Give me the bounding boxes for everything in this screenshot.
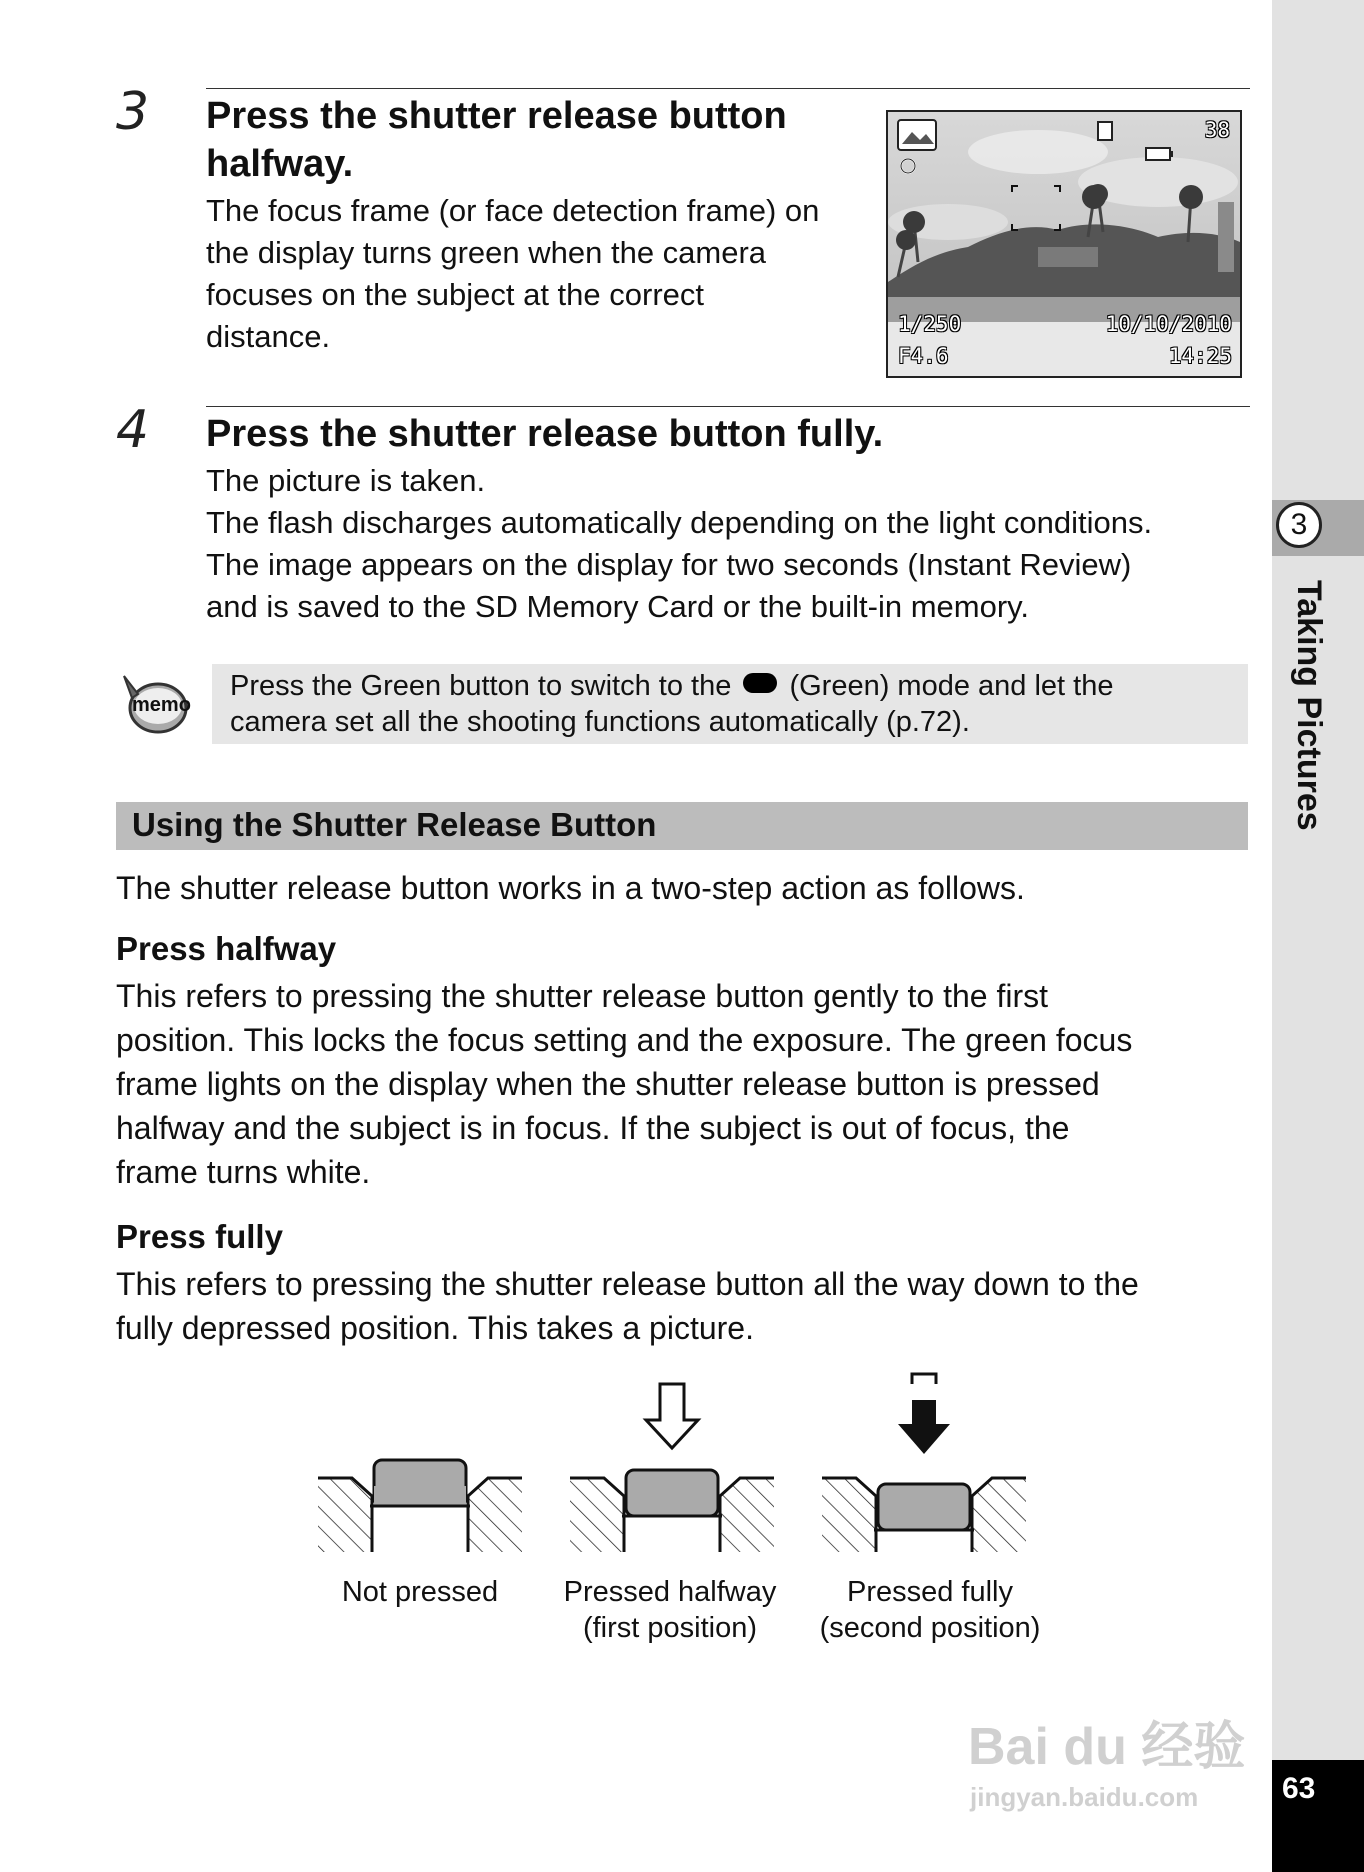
not-pressed-diagram — [318, 1460, 522, 1552]
page-number: 63 — [1282, 1772, 1316, 1805]
press-halfway-heading: Press halfway — [116, 930, 337, 967]
step-3-title-line1: Press the shutter release button — [206, 95, 787, 137]
chapter-title: Taking Pictures — [1290, 580, 1328, 831]
shutter-speed: 1/250 — [898, 312, 962, 336]
press-halfway-line: position. This locks the focus setting and the exposure. The green focus — [116, 1022, 1133, 1058]
memo-text — [230, 668, 1240, 740]
memo-line1-start: Press the Green button to switch to the — [230, 670, 732, 702]
shutter-button-diagram — [300, 1370, 1060, 1570]
caption-pressed-halfway — [540, 1574, 800, 1646]
press-halfway-body — [116, 974, 1266, 1194]
step-4-body-line: The picture is taken. — [206, 463, 486, 498]
section-title: Using the Shutter Release Button — [132, 806, 657, 843]
step-4-title: Press the shutter release button fully. — [206, 413, 884, 455]
chapter-number: 3 — [1276, 502, 1322, 548]
caption-not-pressed — [312, 1574, 528, 1610]
step-4-body-line: and is saved to the SD Memory Card or the built-in memory. — [206, 589, 1029, 624]
caption-line: (second position) — [819, 1612, 1041, 1644]
battery-icon — [1146, 148, 1170, 160]
press-fully-heading: Press fully — [116, 1218, 283, 1255]
step-4-body-line: The flash discharges automatically depending on the light conditions. — [206, 505, 1153, 540]
press-halfway-line: frame lights on the display when the shutter release button is pressed — [116, 1066, 1100, 1102]
camera-lcd-screen — [886, 110, 1242, 378]
step-3-body-line: The focus frame (or face detection frame) on — [206, 193, 820, 228]
step-3-body-line: the display turns green when the camera — [206, 235, 767, 270]
caption-line: Not pressed — [341, 1576, 499, 1608]
caption-line: Pressed fully — [846, 1576, 1013, 1608]
shots-remaining: 38 — [1204, 118, 1230, 142]
press-fully-body — [116, 1262, 1266, 1350]
step-3-number: 3 — [116, 82, 150, 142]
caption-line: Pressed halfway — [563, 1576, 777, 1608]
step-3-title — [206, 92, 866, 188]
step-3-title-line2: halfway. — [206, 143, 354, 185]
step-4-number: 4 — [116, 400, 150, 460]
time: 14:25 — [1168, 344, 1232, 368]
watermark-brand: Bai du 经验 — [968, 1718, 1246, 1776]
press-halfway-line: This refers to pressing the shutter release button gently to the first — [116, 978, 1049, 1014]
step-3-body-line: distance. — [206, 319, 331, 354]
memo-icon-label: memo — [132, 694, 191, 716]
aperture: F4.6 — [898, 344, 949, 368]
memo-icon — [118, 670, 190, 738]
press-halfway-line: frame turns white. — [116, 1154, 371, 1190]
memo-line2: camera set all the shooting functions automatically (p.72). — [230, 706, 970, 738]
step-4-body — [206, 460, 1256, 628]
watermark-url: jingyan.baidu.com — [970, 1782, 1199, 1812]
date: 10/10/2010 — [1105, 312, 1232, 336]
memo-line1-end: (Green) mode and let the — [789, 670, 1114, 702]
caption-line: (first position) — [582, 1612, 758, 1644]
step-3-body-line: focuses on the subject at the correct — [206, 277, 704, 312]
press-fully-line: This refers to pressing the shutter release button all the way down to the — [116, 1266, 1139, 1302]
down-arrow-filled-icon — [898, 1400, 950, 1454]
beach-scene-image — [888, 112, 1240, 376]
caption-pressed-fully — [800, 1574, 1060, 1646]
step-4-body-line: The image appears on the display for two seconds (Instant Review) — [206, 547, 1132, 582]
step-3-body — [206, 190, 876, 358]
press-fully-line: fully depressed position. This takes a picture. — [116, 1310, 754, 1346]
scene-mode-icon — [898, 120, 936, 150]
green-mode-icon — [743, 673, 777, 693]
step-4-rule — [206, 406, 1250, 407]
step-3-rule — [206, 88, 1250, 89]
pressed-halfway-diagram — [570, 1384, 774, 1552]
sd-card-icon — [1098, 122, 1112, 140]
down-arrow-outline-icon — [646, 1384, 698, 1448]
pressed-fully-diagram — [822, 1374, 1026, 1552]
press-halfway-line: halfway and the subject is in focus. If the subject is out of focus, the — [116, 1110, 1070, 1146]
section-intro: The shutter release button works in a two-step action as follows. — [116, 870, 1025, 906]
chapter-sidebar — [1272, 0, 1364, 1872]
